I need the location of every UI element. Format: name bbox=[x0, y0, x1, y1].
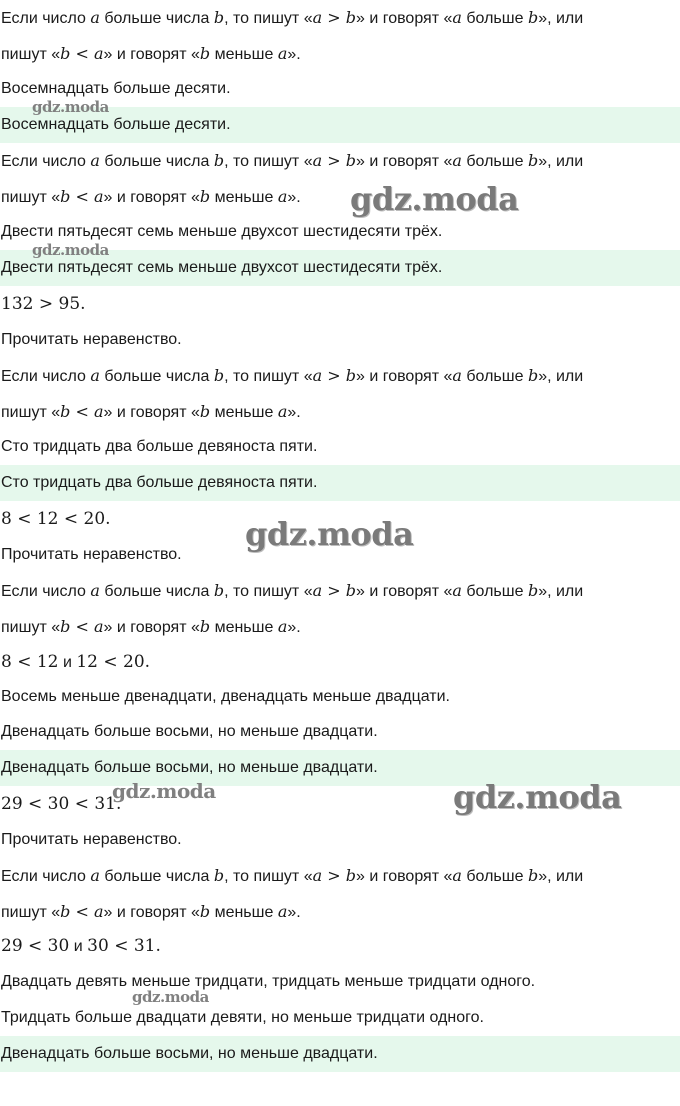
rule-text: Если число bbox=[1, 868, 91, 885]
math-var: a bbox=[93, 44, 104, 63]
rule-text: , то пишут « bbox=[224, 868, 313, 885]
rule-text: Если число bbox=[1, 368, 91, 385]
rule-text: », или bbox=[538, 868, 584, 885]
math-var: a bbox=[90, 8, 100, 27]
rule-text: больше bbox=[461, 583, 528, 600]
rule-text: Если число bbox=[1, 583, 91, 600]
math-var: b bbox=[60, 44, 71, 63]
rule-text: » и говорят « bbox=[103, 904, 200, 921]
rule-text: » и говорят « bbox=[355, 583, 453, 600]
rule-text: меньше bbox=[210, 404, 278, 421]
rule-line-2 bbox=[0, 609, 680, 645]
rule-text: пишут « bbox=[1, 619, 61, 636]
math-var: b bbox=[199, 187, 211, 206]
task-line: Прочитать неравенство. bbox=[1, 331, 182, 348]
rule-text: больше bbox=[461, 10, 528, 27]
math-var: a bbox=[312, 8, 323, 27]
math-var: a bbox=[90, 866, 100, 885]
rule-text: , то пишут « bbox=[224, 153, 313, 170]
math-var: a bbox=[452, 581, 462, 600]
math-var: b bbox=[60, 617, 71, 636]
math-var: b bbox=[213, 366, 225, 385]
rule-text: » и говорят « bbox=[355, 153, 453, 170]
rule-text: пишут « bbox=[1, 189, 61, 206]
math-var: b bbox=[199, 44, 211, 63]
rule-text: , то пишут « bbox=[224, 583, 313, 600]
watermark-logo: gdz.moda bbox=[350, 180, 519, 218]
task-line: Прочитать неравенство. bbox=[1, 546, 182, 563]
rule-line-2 bbox=[0, 36, 680, 72]
math-var: a bbox=[93, 402, 104, 421]
math-var: b bbox=[345, 866, 356, 885]
rule-text: ». bbox=[287, 46, 301, 63]
math-var: b bbox=[345, 581, 356, 600]
inequality: 30 < 31. bbox=[87, 936, 161, 956]
math-op: > bbox=[322, 366, 346, 385]
rule-text: » и говорят « bbox=[355, 10, 453, 27]
text-line: Восемь меньше двенадцати, двенадцать меньше двадцати. bbox=[1, 688, 450, 705]
rule-text: », или bbox=[538, 583, 584, 600]
math-var: a bbox=[312, 151, 323, 170]
math-var: a bbox=[452, 151, 462, 170]
math-var: a bbox=[277, 902, 288, 921]
rule-text: пишут « bbox=[1, 46, 61, 63]
answer-line: Восемнадцать больше десяти. bbox=[0, 107, 680, 143]
text-line: Тридцать больше двадцати девяти, но меньше тридцати одного. bbox=[1, 1009, 484, 1026]
math-var: b bbox=[527, 581, 539, 600]
math-var: b bbox=[527, 151, 539, 170]
text-line: Восемнадцать больше десяти. bbox=[1, 80, 231, 97]
math-var: b bbox=[527, 8, 539, 27]
math-var: a bbox=[277, 402, 288, 421]
conjunction: и bbox=[58, 654, 77, 671]
math-var: b bbox=[199, 617, 211, 636]
math-var: a bbox=[277, 617, 288, 636]
math-var: a bbox=[90, 366, 100, 385]
math-op: > bbox=[322, 581, 346, 600]
math-var: b bbox=[345, 151, 356, 170]
inequality: 8 < 12 bbox=[1, 652, 59, 672]
math-op: < bbox=[70, 187, 94, 206]
watermark-logo: gdz.moda bbox=[245, 515, 414, 553]
math-var: a bbox=[93, 617, 104, 636]
rule-text: больше bbox=[461, 368, 528, 385]
math-var: a bbox=[93, 902, 104, 921]
math-op: > bbox=[322, 8, 346, 27]
rule-text: ». bbox=[287, 189, 301, 206]
conjunction: и bbox=[69, 938, 88, 955]
math-op: < bbox=[70, 44, 94, 63]
rule-text: больше bbox=[461, 153, 528, 170]
rule-text: ». bbox=[287, 904, 301, 921]
math-var: b bbox=[60, 187, 71, 206]
math-var: b bbox=[527, 866, 539, 885]
watermark-logo: gdz.moda bbox=[453, 778, 622, 816]
watermark-logo: gdz.moda bbox=[32, 98, 109, 116]
answer-line: Двенадцать больше восьми, но меньше двадцати. bbox=[0, 1036, 680, 1072]
inequality-line: 8 < 12 < 20. bbox=[1, 509, 111, 529]
rule-text: ». bbox=[287, 404, 301, 421]
inequality: 29 < 30 bbox=[1, 936, 70, 956]
math-var: a bbox=[93, 187, 104, 206]
rule-text: » и говорят « bbox=[103, 619, 200, 636]
math-op: > bbox=[322, 151, 346, 170]
math-var: b bbox=[199, 902, 211, 921]
math-var: a bbox=[452, 8, 462, 27]
rule-line-1 bbox=[0, 358, 680, 394]
math-var: a bbox=[452, 366, 462, 385]
math-var: a bbox=[452, 866, 462, 885]
rule-text: меньше bbox=[210, 619, 278, 636]
rule-line-1 bbox=[0, 0, 680, 36]
rule-text: ». bbox=[287, 619, 301, 636]
rule-text: », или bbox=[538, 368, 584, 385]
math-var: a bbox=[312, 581, 323, 600]
rule-line-2 bbox=[0, 394, 680, 430]
math-op: < bbox=[70, 902, 94, 921]
rule-text: », или bbox=[538, 153, 584, 170]
math-var: a bbox=[90, 581, 100, 600]
rule-text: больше числа bbox=[99, 583, 214, 600]
rule-text: больше числа bbox=[99, 368, 214, 385]
text-line: Двадцать девять меньше тридцати, тридцать меньше тридцати одного. bbox=[1, 973, 536, 990]
rule-text: пишут « bbox=[1, 904, 61, 921]
rule-text: больше bbox=[461, 868, 528, 885]
text-line: Двенадцать больше восьми, но меньше двадцати. bbox=[1, 723, 378, 740]
inequality: 12 < 20. bbox=[76, 652, 151, 672]
math-var: b bbox=[60, 902, 71, 921]
watermark-logo: gdz.moda bbox=[32, 241, 109, 259]
rule-text: больше числа bbox=[99, 10, 214, 27]
math-var: b bbox=[345, 8, 356, 27]
rule-line-1 bbox=[0, 143, 680, 179]
rule-text: » и говорят « bbox=[103, 189, 200, 206]
rule-text: » и говорят « bbox=[103, 404, 200, 421]
rule-text: » и говорят « bbox=[355, 868, 453, 885]
answer-line: Двести пятьдесят семь меньше двухсот шестидесяти трёх. bbox=[0, 250, 680, 286]
rule-text: , то пишут « bbox=[224, 10, 313, 27]
rule-text: больше числа bbox=[99, 153, 214, 170]
text-line: Двести пятьдесят семь меньше двухсот шестидесяти трёх. bbox=[1, 223, 443, 240]
rule-text: меньше bbox=[210, 189, 278, 206]
math-var: b bbox=[60, 402, 71, 421]
math-var: b bbox=[213, 581, 225, 600]
math-var: a bbox=[277, 187, 288, 206]
math-var: a bbox=[277, 44, 288, 63]
rule-text: Если число bbox=[1, 10, 91, 27]
rule-text: Если число bbox=[1, 153, 91, 170]
math-var: b bbox=[213, 8, 225, 27]
rule-line-2 bbox=[0, 179, 680, 215]
rule-text: » и говорят « bbox=[355, 368, 453, 385]
watermark-logo: gdz.moda bbox=[132, 988, 209, 1006]
task-line: Прочитать неравенство. bbox=[1, 831, 182, 848]
rule-text: больше числа bbox=[99, 868, 214, 885]
math-var: a bbox=[90, 151, 100, 170]
rule-line-2 bbox=[0, 894, 680, 930]
math-op: > bbox=[322, 866, 346, 885]
math-var: b bbox=[345, 366, 356, 385]
rule-line-1 bbox=[0, 573, 680, 609]
math-var: b bbox=[199, 402, 211, 421]
rule-text: пишут « bbox=[1, 404, 61, 421]
rule-text: меньше bbox=[210, 904, 278, 921]
watermark-logo: gdz.moda bbox=[112, 779, 216, 803]
inequality-line: 132 > 95. bbox=[1, 294, 86, 314]
inequality-pair-line bbox=[0, 644, 680, 680]
math-var: b bbox=[213, 151, 225, 170]
rule-text: меньше bbox=[210, 46, 278, 63]
rule-text: » и говорят « bbox=[103, 46, 200, 63]
inequality-pair-line bbox=[0, 928, 680, 964]
math-var: b bbox=[213, 866, 225, 885]
math-op: < bbox=[70, 617, 94, 636]
answer-line: Сто тридцать два больше девяноста пяти. bbox=[0, 465, 680, 501]
math-var: b bbox=[527, 366, 539, 385]
answer-line: Двенадцать больше восьми, но меньше двадцати. bbox=[0, 750, 680, 786]
rule-text: , то пишут « bbox=[224, 368, 313, 385]
math-var: a bbox=[312, 866, 323, 885]
text-line: Сто тридцать два больше девяноста пяти. bbox=[1, 438, 318, 455]
math-var: a bbox=[312, 366, 323, 385]
math-op: < bbox=[70, 402, 94, 421]
rule-text: », или bbox=[538, 10, 584, 27]
inequality-line: 29 < 30 < 31. bbox=[1, 794, 122, 814]
rule-line-1 bbox=[0, 858, 680, 894]
